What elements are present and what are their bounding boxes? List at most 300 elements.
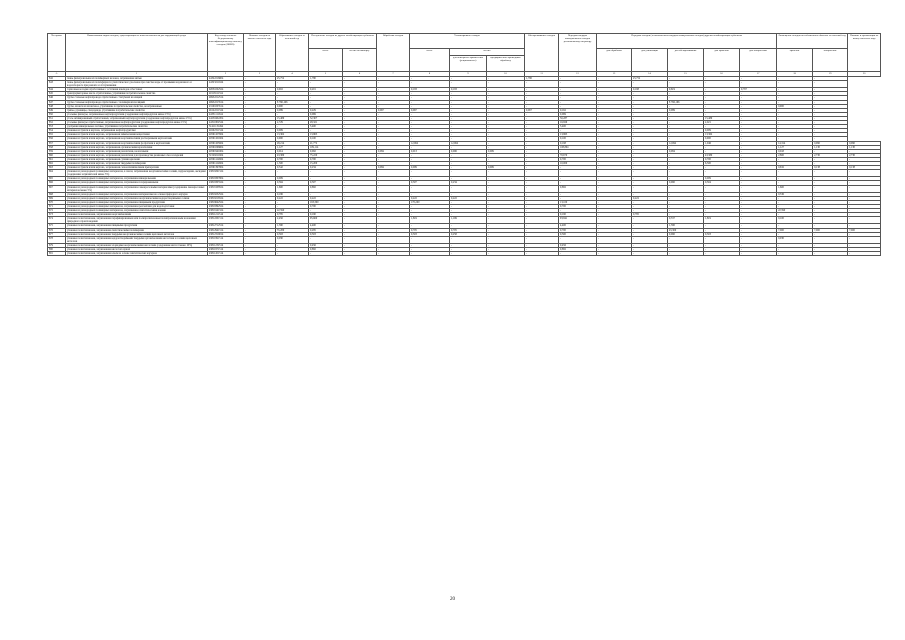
fkko-code: 43811211514 xyxy=(208,213,244,217)
value-cell: - xyxy=(410,243,450,247)
waste-name: упаковка полиэтиленовая, загрязненная парафинированным или полипропиленовым полипропиленовым волокнами природного происхождения xyxy=(66,217,208,224)
value-cell: - xyxy=(813,181,848,185)
value-cell: 0,084 xyxy=(377,166,410,170)
value-cell: - xyxy=(777,77,813,81)
value-cell: - xyxy=(410,209,450,213)
value-cell: - xyxy=(525,248,559,252)
value-cell: - xyxy=(848,217,881,224)
value-cell: 0,797 xyxy=(740,88,777,92)
value-cell: - xyxy=(668,137,704,141)
value-cell: - xyxy=(704,192,740,196)
value-cell: 0,201 xyxy=(309,88,343,92)
value-cell: 0,700 xyxy=(309,157,343,161)
value-cell: 1,600 xyxy=(777,185,813,192)
waste-name: упаковка полиэтиленовая, загрязненная клеем на основе синтетических каучуков xyxy=(66,252,208,256)
value-cell: - xyxy=(450,170,487,177)
value-cell: - xyxy=(559,77,597,81)
value-cell: - xyxy=(632,141,668,145)
value-cell: - xyxy=(740,232,777,236)
value-cell: - xyxy=(848,149,881,153)
value-cell: - xyxy=(813,137,848,141)
value-cell: - xyxy=(597,209,632,213)
value-cell: 0,009 xyxy=(276,177,309,181)
value-cell: 109,114 xyxy=(309,145,343,149)
value-cell: - xyxy=(487,248,525,252)
value-cell: - xyxy=(813,77,848,81)
value-cell: 0,619 xyxy=(668,88,704,92)
value-cell: - xyxy=(632,217,668,224)
value-cell: - xyxy=(559,170,597,177)
value-cell: 0,089 xyxy=(668,108,704,112)
value-cell: - xyxy=(848,248,881,252)
value-cell: - xyxy=(525,166,559,170)
value-cell: 0,916 xyxy=(276,88,309,92)
value-cell: 1,580 xyxy=(668,224,704,228)
value-cell: - xyxy=(244,153,276,157)
value-cell: - xyxy=(597,137,632,141)
value-cell: - xyxy=(276,200,309,204)
value-cell: - xyxy=(525,96,559,100)
value-cell: 0,705 xyxy=(450,228,487,232)
value-cell: - xyxy=(377,81,410,88)
fkko-code: 46952212514 xyxy=(208,96,244,100)
fkko-code: 43819307604 xyxy=(208,177,244,181)
value-cell: 0,456 xyxy=(559,243,597,247)
value-cell: - xyxy=(668,81,704,88)
value-cell: - xyxy=(343,108,377,112)
value-cell: - xyxy=(343,137,377,141)
value-cell: 0,229 xyxy=(309,108,343,112)
value-cell: - xyxy=(487,137,525,141)
value-cell: - xyxy=(597,161,632,165)
value-cell: - xyxy=(410,112,450,116)
value-cell: - xyxy=(777,248,813,252)
value-cell: - xyxy=(487,92,525,96)
value-cell: - xyxy=(597,100,632,104)
waste-name: трубы стальные нефтепровода отработанные с полимерной изоляцией xyxy=(66,100,208,104)
value-cell: - xyxy=(410,157,450,161)
value-cell: - xyxy=(377,116,410,120)
waste-name: упаковка из бумаги и/или картона, загрязненная органическими красителями xyxy=(66,145,208,149)
fkko-code: 44331111614 xyxy=(208,112,244,116)
value-cell: - xyxy=(343,224,377,228)
value-cell: - xyxy=(777,213,813,217)
value-cell: - xyxy=(244,232,276,236)
value-cell: - xyxy=(632,137,668,141)
value-cell: - xyxy=(777,181,813,185)
value-cell: 0,300 xyxy=(559,232,597,236)
value-cell: - xyxy=(668,125,704,129)
value-cell: - xyxy=(377,217,410,224)
value-cell: - xyxy=(377,200,410,204)
value-cell: - xyxy=(668,104,704,108)
value-cell: - xyxy=(525,121,559,125)
value-cell: - xyxy=(668,177,704,181)
value-cell: - xyxy=(740,236,777,243)
waste-name: упаковка из разнородных полимерных материалов, загрязненная хлорированными xyxy=(66,181,208,185)
value-cell: - xyxy=(740,96,777,100)
value-cell: - xyxy=(487,217,525,224)
fkko-code: 43811451514 xyxy=(208,252,244,256)
value-cell: - xyxy=(813,161,848,165)
value-cell: 0,089 xyxy=(276,108,309,112)
value-cell: - xyxy=(848,209,881,213)
value-cell: - xyxy=(410,125,450,129)
waste-name: упаковка из бумаги и/или картона, загрязненная реагентами, неопасными xyxy=(66,149,208,153)
value-cell: 0,222 xyxy=(309,196,343,200)
value-cell: - xyxy=(704,200,740,204)
value-cell: - xyxy=(668,185,704,192)
value-cell: - xyxy=(343,129,377,133)
value-cell: - xyxy=(668,213,704,217)
value-cell: - xyxy=(343,77,377,81)
fkko-code: 40591941604 xyxy=(208,149,244,153)
value-cell: - xyxy=(525,243,559,247)
value-cell: - xyxy=(450,133,487,137)
table-row xyxy=(48,170,881,177)
value-cell: 0,067 xyxy=(377,108,410,112)
value-cell: - xyxy=(525,170,559,177)
value-cell: - xyxy=(309,81,343,88)
value-cell: - xyxy=(450,77,487,81)
value-cell: 43,380 xyxy=(704,153,740,157)
value-cell: 12,692 xyxy=(410,141,450,145)
value-cell: - xyxy=(377,192,410,196)
value-cell: - xyxy=(668,157,704,161)
column-number: 12 xyxy=(559,72,597,77)
value-cell: 170,200 xyxy=(410,200,450,204)
value-cell: - xyxy=(632,177,668,181)
value-cell: - xyxy=(813,248,848,252)
row-number: 862 xyxy=(48,161,66,165)
value-cell: - xyxy=(848,232,881,236)
value-cell: 50,287 xyxy=(559,116,597,120)
value-cell: - xyxy=(777,224,813,228)
value-cell: - xyxy=(343,252,377,256)
row-number: 847 xyxy=(48,100,66,104)
fkko-code: 43819642524 xyxy=(208,200,244,204)
value-cell: - xyxy=(632,125,668,129)
value-cell: 0,100 xyxy=(309,137,343,141)
value-cell: - xyxy=(632,185,668,192)
fkko-code: 40591107604 xyxy=(208,133,244,137)
header-pretreated: предварительно прошедших обработку xyxy=(487,56,525,72)
table-header xyxy=(48,34,881,77)
row-number: 857 xyxy=(48,141,66,145)
value-cell: - xyxy=(668,205,704,209)
value-cell: - xyxy=(244,88,276,92)
value-cell: - xyxy=(668,96,704,100)
value-cell: 0,900 xyxy=(276,104,309,108)
value-cell: - xyxy=(740,161,777,165)
value-cell: - xyxy=(704,104,740,108)
value-cell: - xyxy=(450,157,487,161)
fkko-code: 40591161604 xyxy=(208,137,244,141)
waste-name: упаковка из разнородных полимерных материалов, загрязненная минеральными xyxy=(66,177,208,181)
value-cell: 0,009 xyxy=(704,177,740,181)
value-cell: - xyxy=(777,121,813,125)
value-cell: - xyxy=(244,224,276,228)
value-cell: 13,100 xyxy=(559,200,597,204)
value-cell: - xyxy=(559,192,597,196)
value-cell: - xyxy=(559,196,597,200)
value-cell: 0,632 xyxy=(777,166,813,170)
value-cell: - xyxy=(487,181,525,185)
value-cell: - xyxy=(668,145,704,149)
value-cell: - xyxy=(777,177,813,181)
value-cell: - xyxy=(777,170,813,177)
value-cell: - xyxy=(244,205,276,209)
value-cell: - xyxy=(632,192,668,196)
value-cell: - xyxy=(410,205,450,209)
row-number: 881 xyxy=(48,252,66,256)
value-cell: - xyxy=(740,81,777,88)
column-number: 8 xyxy=(410,72,450,77)
value-cell: - xyxy=(343,166,377,170)
value-cell: - xyxy=(276,170,309,177)
value-cell: - xyxy=(343,161,377,165)
fkko-code: 43819305524 xyxy=(208,181,244,185)
value-cell: - xyxy=(813,185,848,192)
waste-name: трубы, шланги из шланговое, утратившие потребительские свойства, незагрязненные xyxy=(66,104,208,108)
value-cell: - xyxy=(597,248,632,252)
value-cell: - xyxy=(525,161,559,165)
value-cell: - xyxy=(377,88,410,92)
value-cell: - xyxy=(410,185,450,192)
row-number: 853 xyxy=(48,125,66,129)
value-cell: - xyxy=(777,112,813,116)
value-cell: - xyxy=(559,96,597,100)
value-cell: 0,700 xyxy=(276,157,309,161)
value-cell: - xyxy=(343,145,377,149)
value-cell: - xyxy=(276,81,309,88)
value-cell: - xyxy=(597,196,632,200)
fkko-code: 43812201514 xyxy=(208,217,244,224)
value-cell: - xyxy=(276,92,309,96)
value-cell: - xyxy=(343,209,377,213)
column-number: 5 xyxy=(309,72,343,77)
value-cell: - xyxy=(244,243,276,247)
value-cell: - xyxy=(704,92,740,96)
value-cell: - xyxy=(525,228,559,232)
value-cell: 28,214 xyxy=(276,141,309,145)
header-transfer-burial: для захоронения xyxy=(740,49,777,72)
value-cell: - xyxy=(343,92,377,96)
column-number: А xyxy=(48,72,66,77)
value-cell: - xyxy=(668,166,704,170)
value-cell: - xyxy=(450,252,487,256)
value-cell: - xyxy=(487,96,525,100)
value-cell: 1,127 xyxy=(777,145,813,149)
value-cell: - xyxy=(450,96,487,100)
column-number: 6 xyxy=(343,72,377,77)
value-cell: - xyxy=(848,170,881,177)
value-cell: 28,321 xyxy=(309,121,343,125)
value-cell: - xyxy=(450,137,487,141)
value-cell: 1,130 xyxy=(813,145,848,149)
value-cell: - xyxy=(704,170,740,177)
value-cell: - xyxy=(777,252,813,256)
row-number: 856 xyxy=(48,137,66,141)
value-cell: - xyxy=(410,81,450,88)
value-cell: - xyxy=(487,161,525,165)
value-cell: - xyxy=(848,236,881,243)
value-cell: - xyxy=(343,181,377,185)
value-cell: 10,000 xyxy=(559,161,597,165)
value-cell: - xyxy=(597,108,632,112)
value-cell: 0,090 xyxy=(848,141,881,145)
header-own-placement: Размещение отходов на собственных объектах за отчетный год xyxy=(777,34,848,49)
value-cell: 1,819 xyxy=(410,217,450,224)
value-cell: - xyxy=(559,149,597,153)
value-cell: 21,772 xyxy=(309,141,343,145)
value-cell: 13,865 xyxy=(559,133,597,137)
value-cell: - xyxy=(525,192,559,196)
value-cell: - xyxy=(343,149,377,153)
value-cell: - xyxy=(813,205,848,209)
fkko-code: 31411131494 xyxy=(208,125,244,129)
value-cell: - xyxy=(740,116,777,120)
fkko-code: 43812712514 xyxy=(208,224,244,228)
value-cell: - xyxy=(632,248,668,252)
value-cell: - xyxy=(740,141,777,145)
value-cell: - xyxy=(487,209,525,213)
value-cell: - xyxy=(410,100,450,104)
value-cell: - xyxy=(597,217,632,224)
column-number: 13 xyxy=(597,72,632,77)
table-row xyxy=(48,236,881,243)
value-cell: - xyxy=(597,77,632,81)
value-cell: - xyxy=(559,209,597,213)
value-cell: - xyxy=(632,166,668,170)
value-cell: 0,013 xyxy=(410,149,450,153)
value-cell: - xyxy=(559,236,597,243)
fkko-code: 40202311524 xyxy=(208,129,244,133)
value-cell: - xyxy=(450,205,487,209)
waste-name: упаковка из бумаги и/или картона, загрязненная неорганическими растворимыми карбонатами xyxy=(66,137,208,141)
row-number: 850 xyxy=(48,112,66,116)
value-cell: - xyxy=(410,145,450,149)
waste-name: упаковка из бумаги и/или картона, загрязненная сухими красками xyxy=(66,157,208,161)
value-cell: - xyxy=(450,145,487,149)
value-cell: - xyxy=(343,125,377,129)
waste-name: упаковка полиэтиленовая, загрязненная твердыми неорганическими солями щелочных металлов xyxy=(66,232,208,236)
value-cell: - xyxy=(450,224,487,228)
row-number: 842 xyxy=(48,77,66,81)
value-cell: - xyxy=(450,248,487,252)
value-cell: - xyxy=(597,170,632,177)
value-cell: - xyxy=(377,96,410,100)
value-cell: - xyxy=(343,121,377,125)
value-cell: - xyxy=(559,88,597,92)
value-cell: - xyxy=(525,177,559,181)
fkko-code: 43819232524 xyxy=(208,192,244,196)
value-cell: - xyxy=(597,133,632,137)
value-cell: - xyxy=(740,166,777,170)
value-cell: - xyxy=(343,96,377,100)
column-number: 15 xyxy=(668,72,704,77)
value-cell: - xyxy=(813,129,848,133)
value-cell: - xyxy=(450,108,487,112)
value-cell: - xyxy=(377,145,410,149)
row-number: 859 xyxy=(48,149,66,153)
value-cell: - xyxy=(704,77,740,81)
waste-name: ткань фильтровальная из полиэфирного (синтетического) волокна при очистке воды от промывки водомачного и водозаборного при ремонте и обслуживании xyxy=(66,81,208,88)
value-cell: - xyxy=(740,92,777,96)
value-cell: 0,100 xyxy=(559,137,597,141)
fkko-code: 40591122604 xyxy=(208,157,244,161)
waste-name: уголь активированный отработанный, загрязненный нефтепродуктами (содержание нефтепродуктов менее 15%) xyxy=(66,116,208,120)
value-cell: - xyxy=(704,125,740,129)
value-cell: - xyxy=(487,205,525,209)
value-cell: 43,380 xyxy=(276,153,309,157)
value-cell: - xyxy=(597,125,632,129)
fkko-code: 43819108524 xyxy=(208,185,244,192)
value-cell: - xyxy=(632,228,668,232)
waste-name: упаковка из разнородных полимерных материалов, загрязненная лакокрасочными материалами (содержание лакокрасочных материалов менее 5%) xyxy=(66,185,208,192)
value-cell: 0,092 xyxy=(309,149,343,153)
fkko-code: 40118111314 xyxy=(208,92,244,96)
value-cell: - xyxy=(377,177,410,181)
fkko-code: 40591397604 xyxy=(208,166,244,170)
value-cell: 0,009 xyxy=(487,166,525,170)
value-cell: 0,303 xyxy=(704,232,740,236)
value-cell: - xyxy=(525,213,559,217)
value-cell: - xyxy=(559,129,597,133)
value-cell: 1,600 xyxy=(276,185,309,192)
value-cell: - xyxy=(525,205,559,209)
header-received-import: из них по импорту xyxy=(343,49,377,72)
header-end-balance: Наличие в организации на конец отчетного года xyxy=(848,34,881,72)
value-cell: - xyxy=(244,100,276,104)
value-cell: - xyxy=(704,236,740,243)
value-cell: - xyxy=(487,192,525,196)
value-cell: 45,300 xyxy=(668,228,704,232)
value-cell: - xyxy=(704,88,740,92)
value-cell: 1,580 xyxy=(276,224,309,228)
value-cell: - xyxy=(704,112,740,116)
value-cell: - xyxy=(450,153,487,157)
value-cell: 108,804 xyxy=(559,145,597,149)
value-cell: - xyxy=(597,129,632,133)
value-cell: 16,829 xyxy=(559,121,597,125)
value-cell: 6,500 xyxy=(704,161,740,165)
value-cell: - xyxy=(343,228,377,232)
value-cell: - xyxy=(244,149,276,153)
value-cell: - xyxy=(668,248,704,252)
value-cell: - xyxy=(597,166,632,170)
header-transfer-neutralization: для обезвреживания xyxy=(668,49,704,72)
value-cell: 1,130 xyxy=(848,145,881,149)
value-cell: - xyxy=(525,232,559,236)
value-cell: 2,729 xyxy=(276,121,309,125)
value-cell: - xyxy=(740,157,777,161)
header-own-storage: хранение xyxy=(777,49,813,72)
value-cell: - xyxy=(632,170,668,177)
value-cell: - xyxy=(410,170,450,177)
value-cell: - xyxy=(704,243,740,247)
value-cell: - xyxy=(343,81,377,88)
value-cell: - xyxy=(704,96,740,100)
value-cell: - xyxy=(244,161,276,165)
value-cell: - xyxy=(487,224,525,228)
value-cell: - xyxy=(813,92,848,96)
value-cell: - xyxy=(244,104,276,108)
value-cell: - xyxy=(487,104,525,108)
value-cell: 7,000 xyxy=(777,228,813,232)
value-cell: - xyxy=(848,161,881,165)
column-number: 10 xyxy=(487,72,525,77)
